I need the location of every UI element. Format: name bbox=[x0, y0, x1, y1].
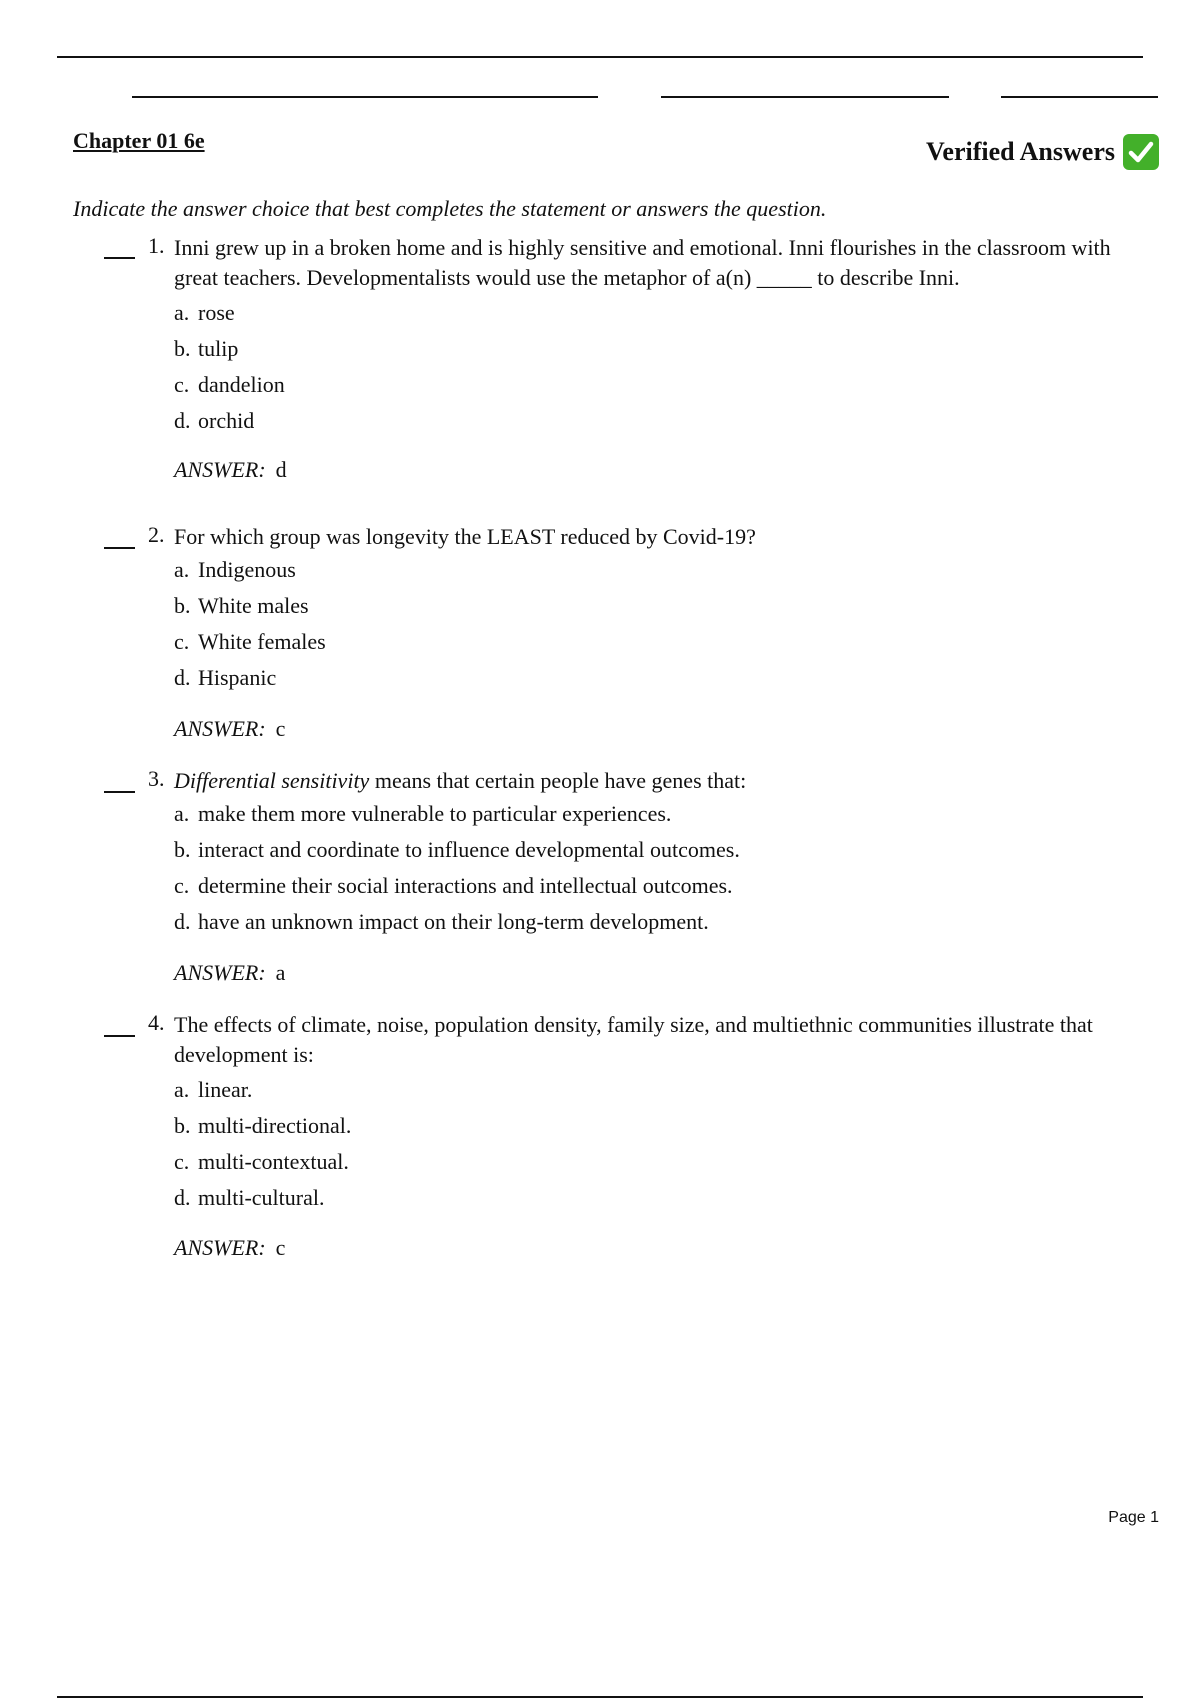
choice-text: multi-cultural. bbox=[198, 1185, 325, 1210]
answer-blank-line bbox=[104, 1035, 135, 1037]
answer-value: d bbox=[275, 457, 287, 482]
choice-list bbox=[174, 796, 1114, 940]
choice-text: make them more vulnerable to particular experiences. bbox=[198, 801, 672, 826]
verified-badge bbox=[926, 134, 1159, 170]
choice-text: tulip bbox=[198, 336, 239, 361]
top-rule bbox=[57, 56, 1143, 58]
choice-c bbox=[174, 624, 1114, 660]
choice-b bbox=[174, 588, 1114, 624]
choice-b bbox=[174, 1108, 1114, 1144]
verified-label: Verified Answers bbox=[926, 137, 1115, 166]
choice-letter: a. bbox=[174, 557, 190, 582]
answer-line bbox=[174, 457, 287, 483]
choice-text: linear. bbox=[198, 1077, 253, 1102]
choice-text: dandelion bbox=[198, 372, 285, 397]
stem-blank: _____ bbox=[756, 265, 812, 290]
answer-value: c bbox=[275, 1235, 286, 1260]
question-stem bbox=[174, 233, 1114, 293]
choice-a bbox=[174, 552, 1114, 588]
choice-letter: d. bbox=[174, 909, 191, 934]
choice-a bbox=[174, 295, 1114, 331]
choice-text: Hispanic bbox=[198, 665, 277, 690]
question-number: 2. bbox=[148, 522, 165, 547]
choice-c bbox=[174, 868, 1114, 904]
choice-text: Indigenous bbox=[198, 557, 296, 582]
choice-letter: b. bbox=[174, 1113, 191, 1138]
choice-b bbox=[174, 832, 1114, 868]
class-field-line bbox=[661, 96, 949, 98]
answer-line bbox=[174, 1235, 285, 1261]
choice-c bbox=[174, 1144, 1114, 1180]
choice-letter: c. bbox=[174, 873, 190, 898]
choice-list bbox=[174, 1072, 1114, 1216]
date-field-line bbox=[1001, 96, 1158, 98]
question-number: 3. bbox=[148, 766, 165, 791]
choice-letter: d. bbox=[174, 665, 191, 690]
choice-letter: c. bbox=[174, 372, 190, 397]
choice-list bbox=[174, 295, 1114, 439]
choice-letter: c. bbox=[174, 1149, 190, 1174]
answer-line bbox=[174, 716, 285, 742]
choice-text: orchid bbox=[198, 408, 255, 433]
key-term: Differential sensitivity bbox=[174, 768, 370, 793]
question-stem-text: Inni grew up in a broken home and is highly sensitive and emotional. Inni flourishes in the classroom with great teachers. Developmentalists would use the metaphor of a(n) bbox=[174, 235, 1111, 290]
question-stem bbox=[174, 766, 1114, 796]
choice-d bbox=[174, 403, 1114, 439]
choice-letter: d. bbox=[174, 1185, 191, 1210]
choice-text: White males bbox=[198, 593, 309, 618]
choice-d bbox=[174, 1180, 1114, 1216]
choice-text: determine their social interactions and intellectual outcomes. bbox=[198, 873, 733, 898]
choice-letter: a. bbox=[174, 1077, 190, 1102]
chapter-title: Chapter 01 6e bbox=[73, 128, 205, 153]
name-field-line bbox=[132, 96, 598, 98]
choice-text: rose bbox=[198, 300, 235, 325]
choice-text: interact and coordinate to influence developmental outcomes. bbox=[198, 837, 740, 862]
choice-letter: b. bbox=[174, 336, 191, 361]
choice-text: multi-contextual. bbox=[198, 1149, 349, 1174]
page-number: Page 1 bbox=[1108, 1509, 1159, 1526]
choice-text: White females bbox=[198, 629, 326, 654]
choice-letter: b. bbox=[174, 837, 191, 862]
answer-blank-line bbox=[104, 547, 135, 549]
choice-text: have an unknown impact on their long-term development. bbox=[198, 909, 709, 934]
choice-letter: b. bbox=[174, 593, 191, 618]
choice-letter: a. bbox=[174, 300, 190, 325]
choice-letter: a. bbox=[174, 801, 190, 826]
bottom-rule bbox=[57, 1696, 1143, 1698]
choice-b bbox=[174, 331, 1114, 367]
answer-label: ANSWER: bbox=[174, 716, 266, 741]
choice-a bbox=[174, 796, 1114, 832]
answer-blank-line bbox=[104, 257, 135, 259]
question-stem-text-end: to describe Inni. bbox=[817, 265, 960, 290]
question-stem-text: means that certain people have genes that: bbox=[374, 768, 747, 793]
answer-label: ANSWER: bbox=[174, 1235, 266, 1260]
question-stem: For which group was longevity the LEAST reduced by Covid-19? bbox=[174, 524, 756, 549]
check-mark-button-icon bbox=[1123, 134, 1159, 170]
choice-d bbox=[174, 660, 1114, 696]
answer-value: c bbox=[275, 716, 286, 741]
answer-line bbox=[174, 960, 285, 986]
choice-letter: d. bbox=[174, 408, 191, 433]
answer-value: a bbox=[275, 960, 286, 985]
choice-letter: c. bbox=[174, 629, 190, 654]
question-number: 4. bbox=[148, 1010, 165, 1035]
answer-blank-line bbox=[104, 791, 135, 793]
question-number: 1. bbox=[148, 233, 165, 258]
answer-label: ANSWER: bbox=[174, 960, 266, 985]
choice-d bbox=[174, 904, 1114, 940]
choice-list bbox=[174, 552, 1114, 696]
question-stem: The effects of climate, noise, population density, family size, and multiethnic communities illustrate that development is: bbox=[174, 1012, 1093, 1067]
choice-text: multi-directional. bbox=[198, 1113, 352, 1138]
choice-c bbox=[174, 367, 1114, 403]
answer-label: ANSWER: bbox=[174, 457, 266, 482]
instruction-text: Indicate the answer choice that best completes the statement or answers the question. bbox=[73, 196, 827, 221]
choice-a bbox=[174, 1072, 1114, 1108]
